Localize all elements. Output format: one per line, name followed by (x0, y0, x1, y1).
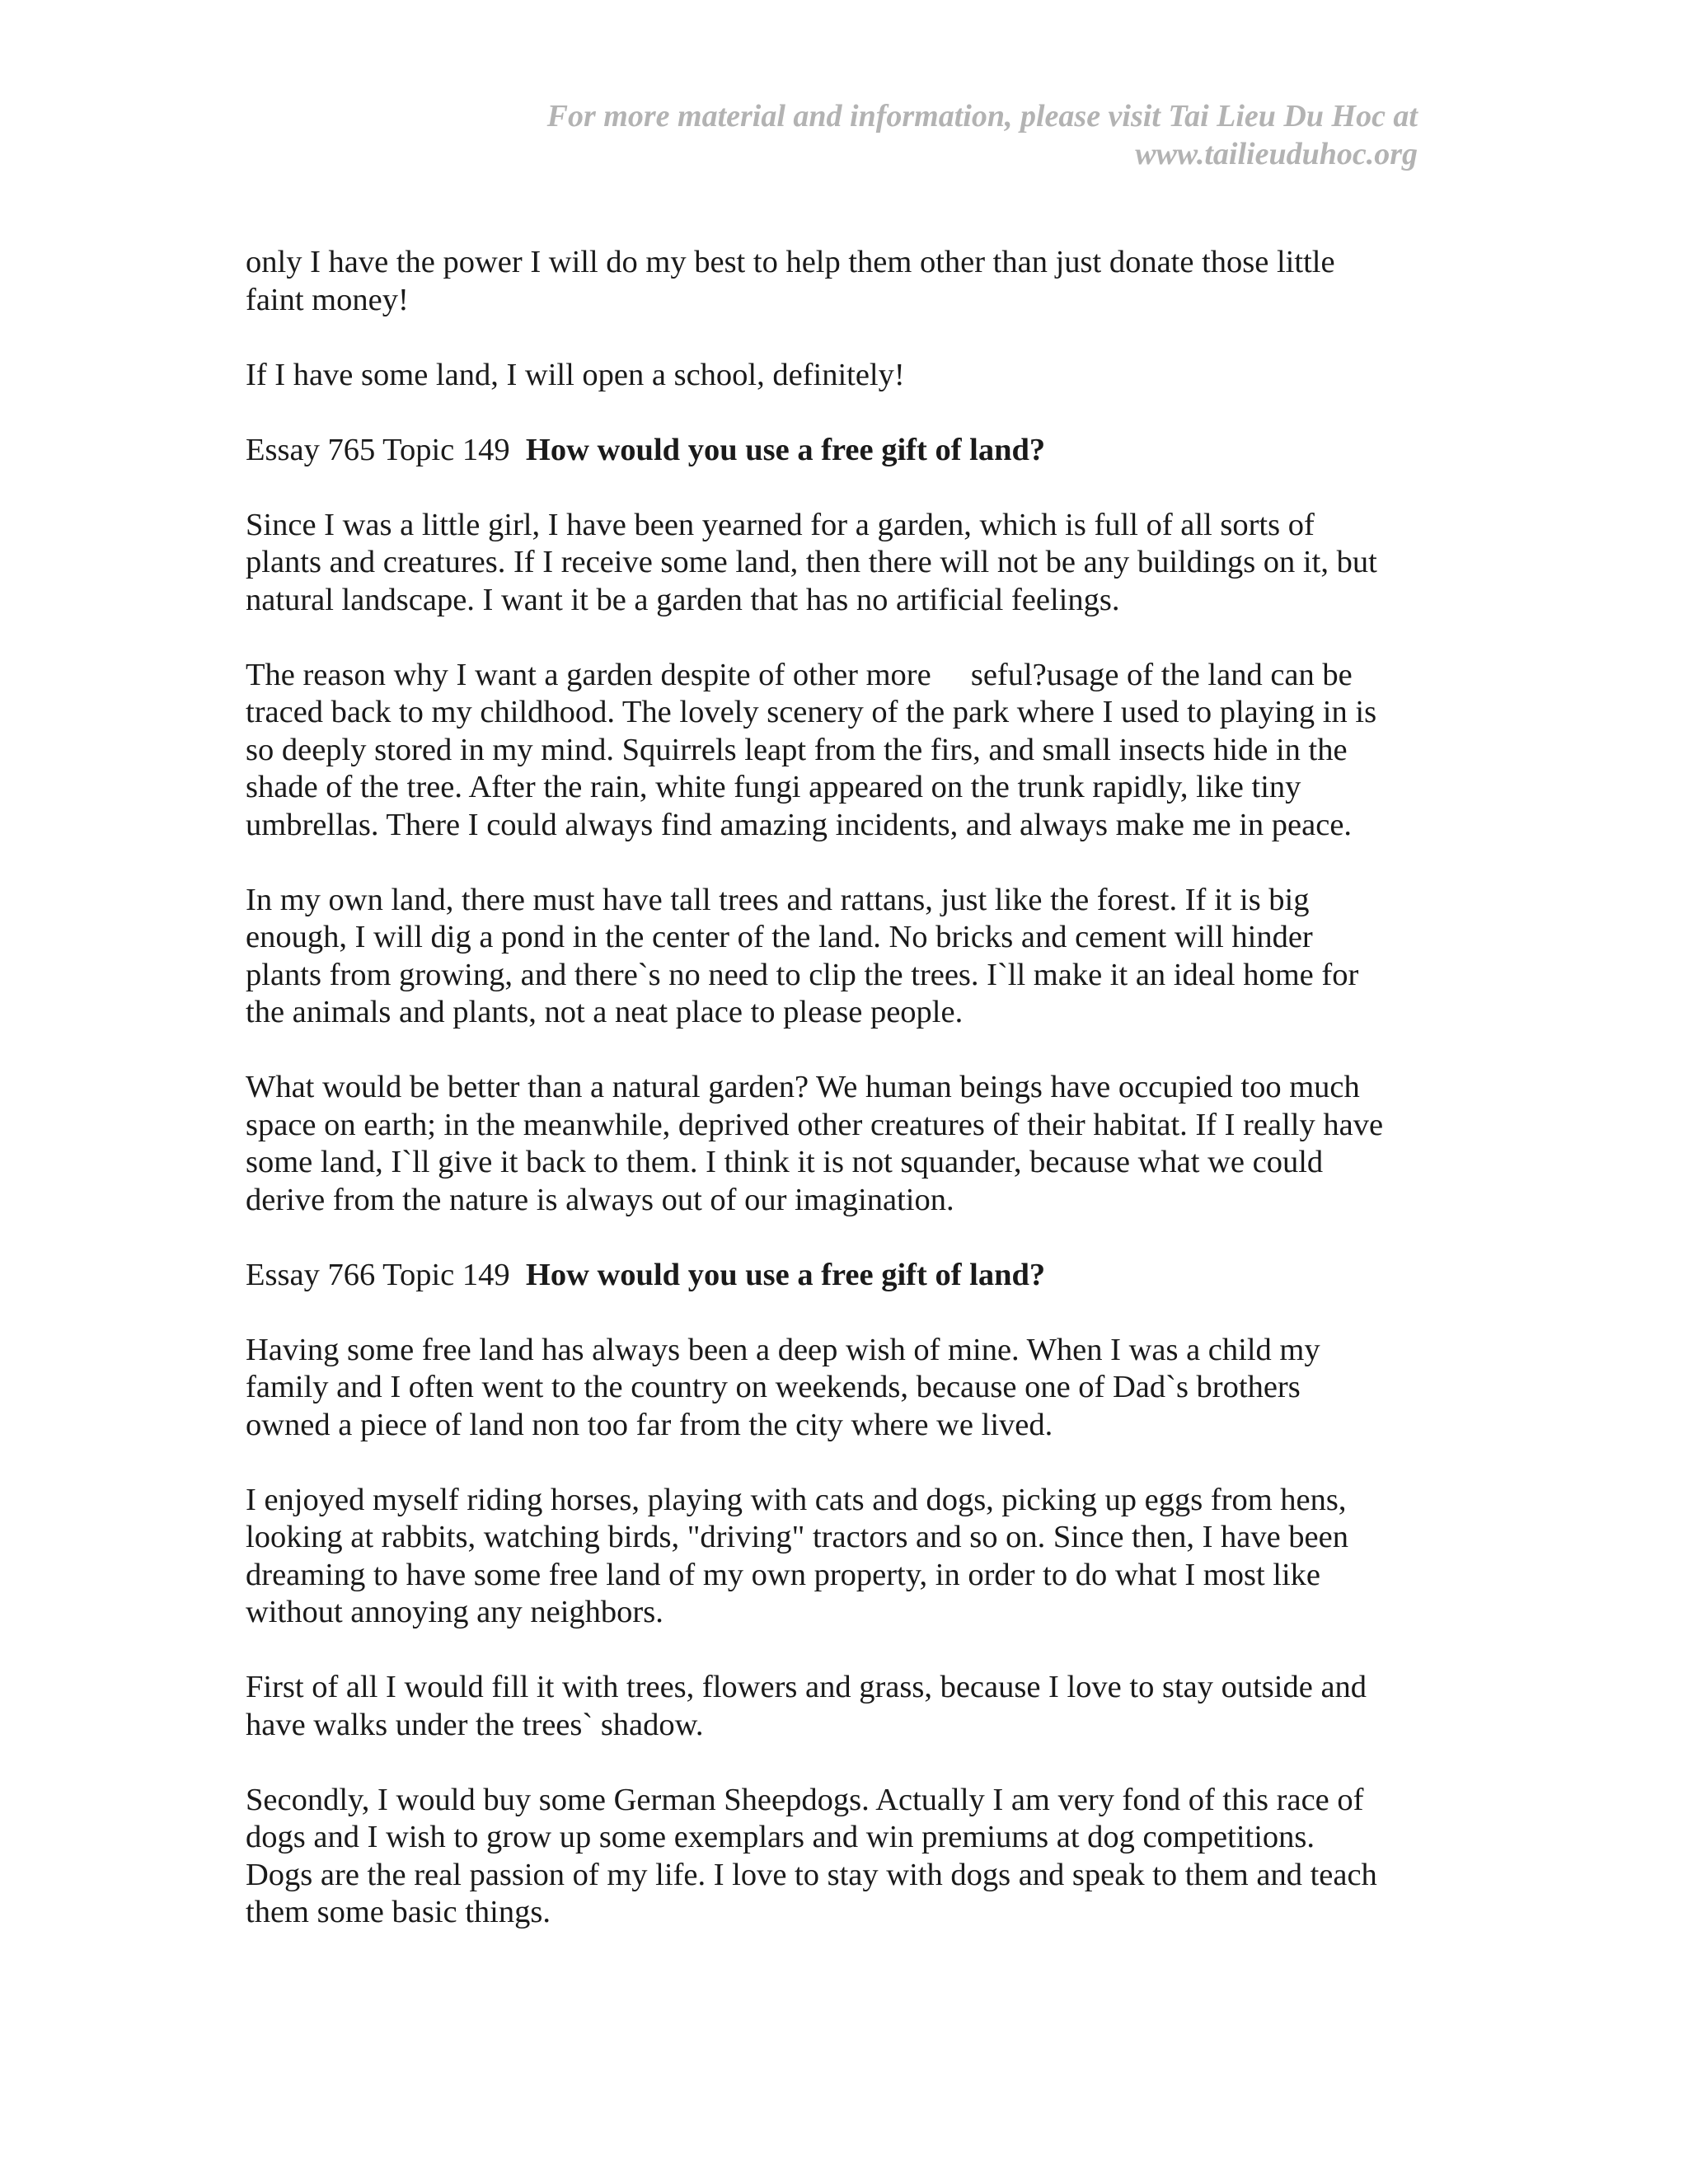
paragraph-line: umbrellas. There I could always find amazing incidents, and always make me in peace. (246, 807, 1353, 842)
header-line-1: For more material and information, please visit Tai Lieu Du Hoc at (546, 99, 1418, 134)
body-paragraph (246, 357, 1432, 395)
paragraph-line: plants from growing, and there`s no need to clip the trees. I`ll make it an ideal home for (246, 957, 1359, 992)
essay-number: Essay 765 Topic 149 (246, 432, 526, 467)
paragraph-line: The reason why I want a garden despite of other more seful?usage of the land can be (246, 657, 1353, 692)
paragraph-line: traced back to my childhood. The lovely scenery of the park where I used to playing in is (246, 695, 1377, 729)
paragraph-line: dogs and I wish to grow up some exemplars and win premiums at dog competitions. (246, 1820, 1315, 1854)
paragraph-line: If I have some land, I will open a school, definitely! (246, 357, 905, 392)
body-paragraph (246, 507, 1432, 620)
essay-heading-line (246, 432, 1432, 470)
body-paragraph (246, 1782, 1432, 1932)
header-line-2: www.tailieuduhoc.org (1135, 137, 1418, 171)
essay-heading (246, 1257, 1432, 1295)
essay-heading (246, 432, 1432, 470)
page-header (346, 97, 1418, 173)
paragraph-line: I enjoyed myself riding horses, playing with cats and dogs, picking up eggs from hens, (246, 1482, 1347, 1517)
paragraph-line: without annoying any neighbors. (246, 1595, 663, 1629)
paragraph-line: them some basic things. (246, 1895, 551, 1929)
body-paragraph (246, 657, 1432, 845)
paragraph-line: Since I was a little girl, I have been yearned for a garden, which is full of all sorts of (246, 507, 1315, 542)
paragraph-line: Having some free land has always been a deep wish of mine. When I was a child my (246, 1332, 1320, 1367)
paragraph-line: owned a piece of land non too far from the city where we lived. (246, 1407, 1053, 1442)
body-paragraph (246, 1069, 1432, 1219)
paragraph-line: plants and creatures. If I receive some land, then there will not be any buildings on it, but (246, 545, 1377, 579)
paragraph-line: family and I often went to the country on weekends, because one of Dad`s brothers (246, 1370, 1301, 1404)
paragraph-line: have walks under the trees` shadow. (246, 1707, 704, 1742)
paragraph-line: so deeply stored in my mind. Squirrels leapt from the firs, and small insects hide in the (246, 732, 1348, 767)
body-paragraph (246, 244, 1432, 319)
essay-topic-title: How would you use a free gift of land? (525, 1257, 1046, 1292)
paragraph-line: the animals and plants, not a neat place to please people. (246, 995, 964, 1029)
paragraph-line: shade of the tree. After the rain, white fungi appeared on the trunk rapidly, like tiny (246, 770, 1301, 804)
body-paragraph (246, 1332, 1432, 1445)
paragraph-line: some land, I`ll give it back to them. I think it is not squander, because what we could (246, 1145, 1324, 1179)
body-paragraph (246, 1669, 1432, 1744)
paragraph-line: Dogs are the real passion of my life. I love to stay with dogs and speak to them and teach (246, 1857, 1377, 1892)
paragraph-line: enough, I will dig a pond in the center of the land. No bricks and cement will hinder (246, 920, 1313, 954)
body-paragraph (246, 882, 1432, 1032)
essay-topic-title: How would you use a free gift of land? (525, 432, 1046, 467)
paragraph-line: In my own land, there must have tall trees and rattans, just like the forest. If it is big (246, 882, 1310, 917)
paragraph-line: faint money! (246, 282, 409, 317)
paragraph-line: space on earth; in the meanwhile, deprived other creatures of their habitat. If I really have (246, 1107, 1384, 1142)
paragraph-line: looking at rabbits, watching birds, "driving" tractors and so on. Since then, I have been (246, 1520, 1348, 1554)
paragraph-line: dreaming to have some free land of my own property, in order to do what I most like (246, 1557, 1321, 1592)
document-body (246, 244, 1432, 1969)
body-paragraph (246, 1482, 1432, 1632)
essay-number: Essay 766 Topic 149 (246, 1257, 526, 1292)
paragraph-line: only I have the power I will do my best to help them other than just donate those little (246, 245, 1335, 279)
paragraph-line: natural landscape. I want it be a garden that has no artificial feelings. (246, 582, 1120, 617)
paragraph-line: Secondly, I would buy some German Sheepdogs. Actually I am very fond of this race of (246, 1782, 1364, 1817)
paragraph-line: First of all I would fill it with trees, flowers and grass, because I love to stay outside and (246, 1670, 1367, 1704)
paragraph-line: derive from the nature is always out of our imagination. (246, 1182, 954, 1217)
essay-heading-line (246, 1257, 1432, 1295)
paragraph-line: What would be better than a natural garden? We human beings have occupied too much (246, 1070, 1360, 1104)
